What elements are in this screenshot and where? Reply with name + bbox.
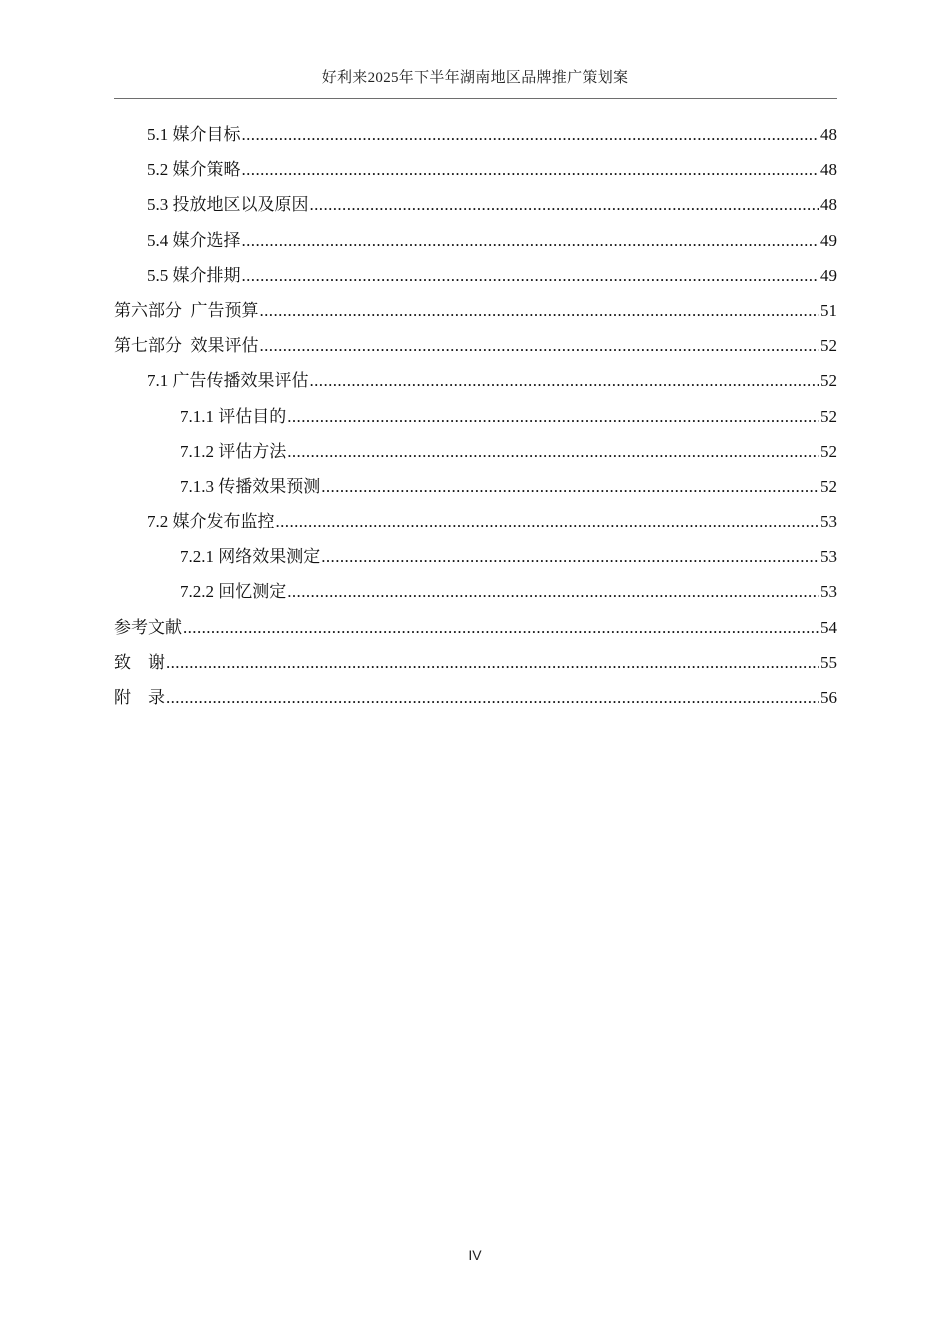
toc-entry-label: 第七部分 效果评估 — [114, 336, 259, 356]
toc-entry-page: 52 — [820, 336, 837, 356]
page-number: IV — [468, 1247, 482, 1263]
toc-entry-label: 7.2.1 网络效果测定 — [180, 547, 321, 567]
toc-leader-dots — [321, 469, 819, 504]
toc-entry[interactable] — [114, 117, 837, 152]
toc-leader-dots — [242, 258, 820, 293]
toc-entry-label: 第六部分 广告预算 — [114, 300, 259, 320]
table-of-contents — [114, 117, 837, 715]
toc-leader-dots — [310, 187, 820, 222]
header-divider — [114, 98, 837, 99]
toc-entry[interactable] — [114, 574, 837, 609]
toc-entry-label: 5.4 媒介选择 — [147, 230, 241, 250]
toc-entry[interactable] — [114, 293, 837, 328]
toc-entry-label: 附 录 — [114, 688, 165, 707]
toc-entry-label: 致 谢 — [114, 652, 165, 672]
toc-entry-label: 7.1.2 评估方法 — [180, 441, 287, 461]
toc-entry-page: 51 — [820, 300, 837, 320]
running-header: 好利来2025年下半年湖南地区品牌推广策划案 — [321, 70, 629, 86]
toc-leader-dots — [242, 152, 820, 187]
toc-entry[interactable] — [114, 610, 837, 645]
toc-entry-page: 52 — [820, 441, 837, 461]
toc-entry-label: 7.1.3 传播效果预测 — [180, 476, 321, 496]
toc-entry-label: 参考文献 — [114, 617, 182, 637]
toc-entry-label: 5.2 媒介策略 — [147, 160, 241, 180]
toc-entry-label: 7.1.1 评估目的 — [180, 406, 287, 426]
toc-leader-dots — [183, 610, 819, 645]
toc-entry[interactable] — [114, 539, 837, 574]
toc-leader-dots — [287, 434, 819, 469]
toc-leader-dots — [166, 645, 819, 680]
toc-leader-dots — [166, 680, 819, 715]
toc-entry-label: 7.2.2 回忆测定 — [180, 582, 287, 602]
toc-entry[interactable] — [114, 152, 837, 187]
toc-leader-dots — [260, 293, 820, 328]
toc-entry-page: 52 — [820, 406, 837, 426]
toc-leader-dots — [310, 363, 820, 398]
toc-entry-label: 5.1 媒介目标 — [147, 125, 241, 144]
toc-entry-page: 53 — [820, 582, 837, 602]
toc-leader-dots — [260, 328, 820, 363]
toc-leader-dots — [321, 539, 819, 574]
toc-entry[interactable] — [114, 504, 837, 539]
toc-entry[interactable] — [114, 363, 837, 398]
toc-entry-page: 54 — [820, 617, 837, 637]
toc-entry-label: 7.2 媒介发布监控 — [147, 512, 275, 532]
toc-entry-page: 52 — [820, 476, 837, 496]
toc-entry[interactable] — [114, 258, 837, 293]
toc-entry-label: 5.5 媒介排期 — [147, 265, 241, 285]
toc-entry-page: 48 — [820, 125, 837, 144]
toc-entry-label: 7.1 广告传播效果评估 — [147, 371, 309, 391]
toc-entry-page: 52 — [820, 371, 837, 391]
toc-entry[interactable] — [114, 187, 837, 222]
toc-entry[interactable] — [114, 434, 837, 469]
toc-entry-page: 49 — [820, 265, 837, 285]
toc-entry[interactable] — [114, 469, 837, 504]
toc-leader-dots — [276, 504, 820, 539]
toc-entry-page: 53 — [820, 512, 837, 532]
toc-entry-page: 55 — [820, 652, 837, 672]
toc-entry-page: 48 — [820, 160, 837, 180]
toc-entry-page: 49 — [820, 230, 837, 250]
toc-entry[interactable] — [114, 645, 837, 680]
toc-entry[interactable] — [114, 223, 837, 258]
toc-entry[interactable] — [114, 680, 837, 715]
toc-entry-page: 48 — [820, 195, 837, 215]
toc-entry[interactable] — [114, 328, 837, 363]
toc-entry-page: 53 — [820, 547, 837, 567]
toc-leader-dots — [242, 117, 820, 152]
toc-leader-dots — [287, 399, 819, 434]
toc-entry[interactable] — [114, 399, 837, 434]
toc-entry-page: 56 — [820, 688, 837, 707]
toc-entry-label: 5.3 投放地区以及原因 — [147, 195, 309, 215]
toc-leader-dots — [242, 223, 820, 258]
toc-leader-dots — [287, 574, 819, 609]
